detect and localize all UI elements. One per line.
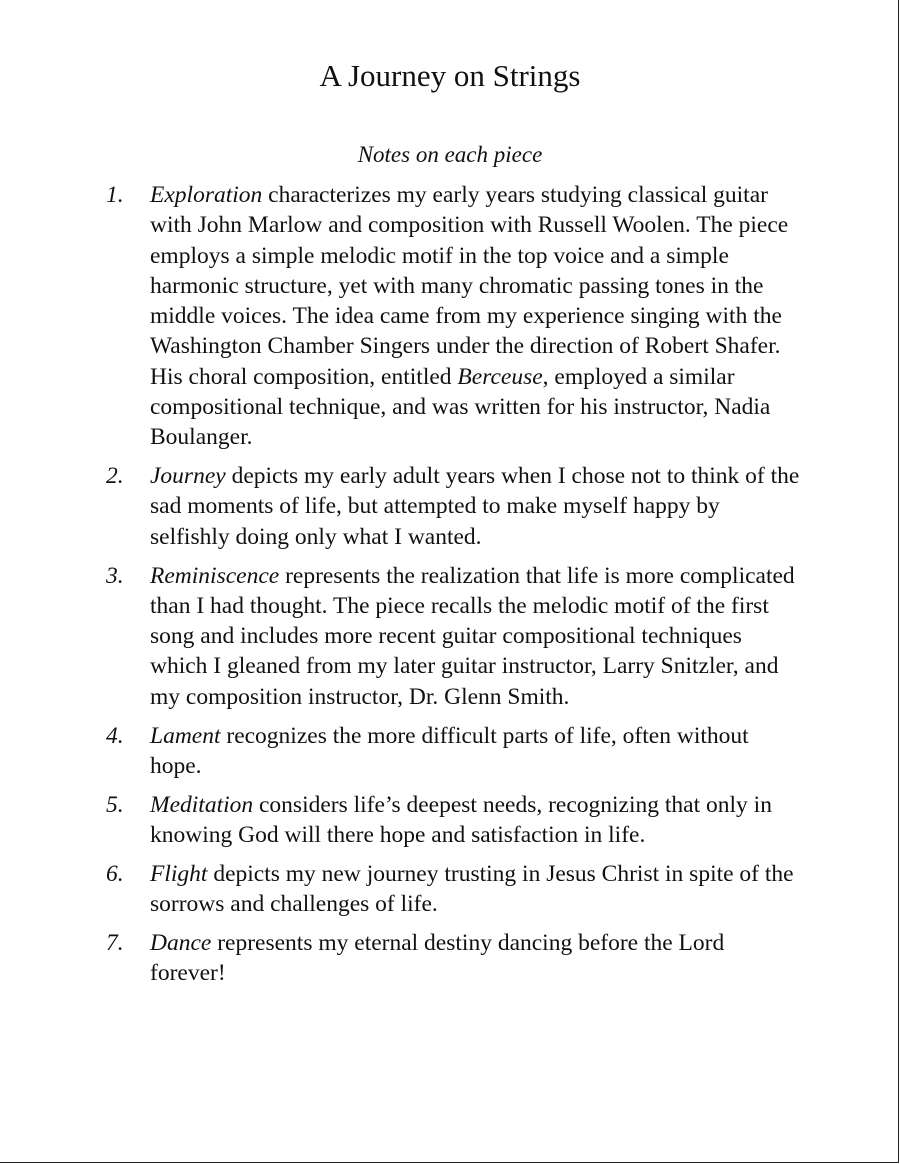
note-item-6 <box>0 859 800 920</box>
note-item-4 <box>0 721 800 782</box>
piece-title: Flight <box>150 860 208 887</box>
note-number: 3. <box>106 562 124 589</box>
piece-title: Journey <box>150 463 226 490</box>
note-number: 1. <box>106 182 124 208</box>
piece-title: Lament <box>150 722 221 749</box>
piece-title: Dance <box>150 929 212 956</box>
note-number: 5. <box>106 791 124 818</box>
page-title: A Journey on Strings <box>319 58 581 93</box>
note-item-2 <box>0 461 800 552</box>
note-number: 4. <box>106 722 124 749</box>
piece-title: Meditation <box>150 791 254 818</box>
piece-title: Exploration <box>150 182 263 208</box>
note-item-3 <box>0 561 800 712</box>
note-text: recognizes the more difficult parts of life, often without hope. <box>150 722 749 779</box>
note-item-1 <box>0 180 800 453</box>
note-text: represents the realization that life is more complicated than I had thought. The piece recalls the melodic motif of the first song and includes more recent guitar compositional techniques which I gleaned from my later guitar instructor, Larry Snitzler, and my composition instructor, Dr. Glenn Smith. <box>150 562 795 710</box>
note-text: represents my eternal destiny dancing before the Lord forever! <box>150 929 725 987</box>
notes-list <box>0 180 900 997</box>
note-item-5 <box>0 790 800 851</box>
note-number: 2. <box>106 463 124 490</box>
note-number: 6. <box>106 860 124 887</box>
note-text: considers life’s deepest needs, recognizing that only in knowing God will there hope and satisfaction in life. <box>150 791 772 848</box>
note-text: depicts my early adult years when I chose not to think of the sad moments of life, but attempted to make myself happy by selfishly doing only what I wanted. <box>150 463 800 550</box>
note-item-7 <box>0 928 800 989</box>
work-title-berceuse: Berceuse <box>457 363 543 390</box>
note-number: 7. <box>106 929 124 956</box>
note-text: characterizes my early years studying classical guitar with John Marlow and composition with Russell Woolen. The piece employs a simple melodic motif in the top voice and a simple harmonic structure, yet with many chromatic passing tones in the middle voices. The idea came from my experience singing with the Washington Chamber Singers under the direction of Robert Shafer. His choral composition, entitled <box>150 182 789 390</box>
note-text: , employed a similar compositional technique, and was written for his instructor, Nadia Boulanger. <box>150 363 771 451</box>
piece-title: Reminiscence <box>150 562 280 589</box>
note-text: depicts my new journey trusting in Jesus Christ in spite of the sorrows and challenges of life. <box>150 860 794 918</box>
page-subtitle: Notes on each piece <box>357 142 543 167</box>
